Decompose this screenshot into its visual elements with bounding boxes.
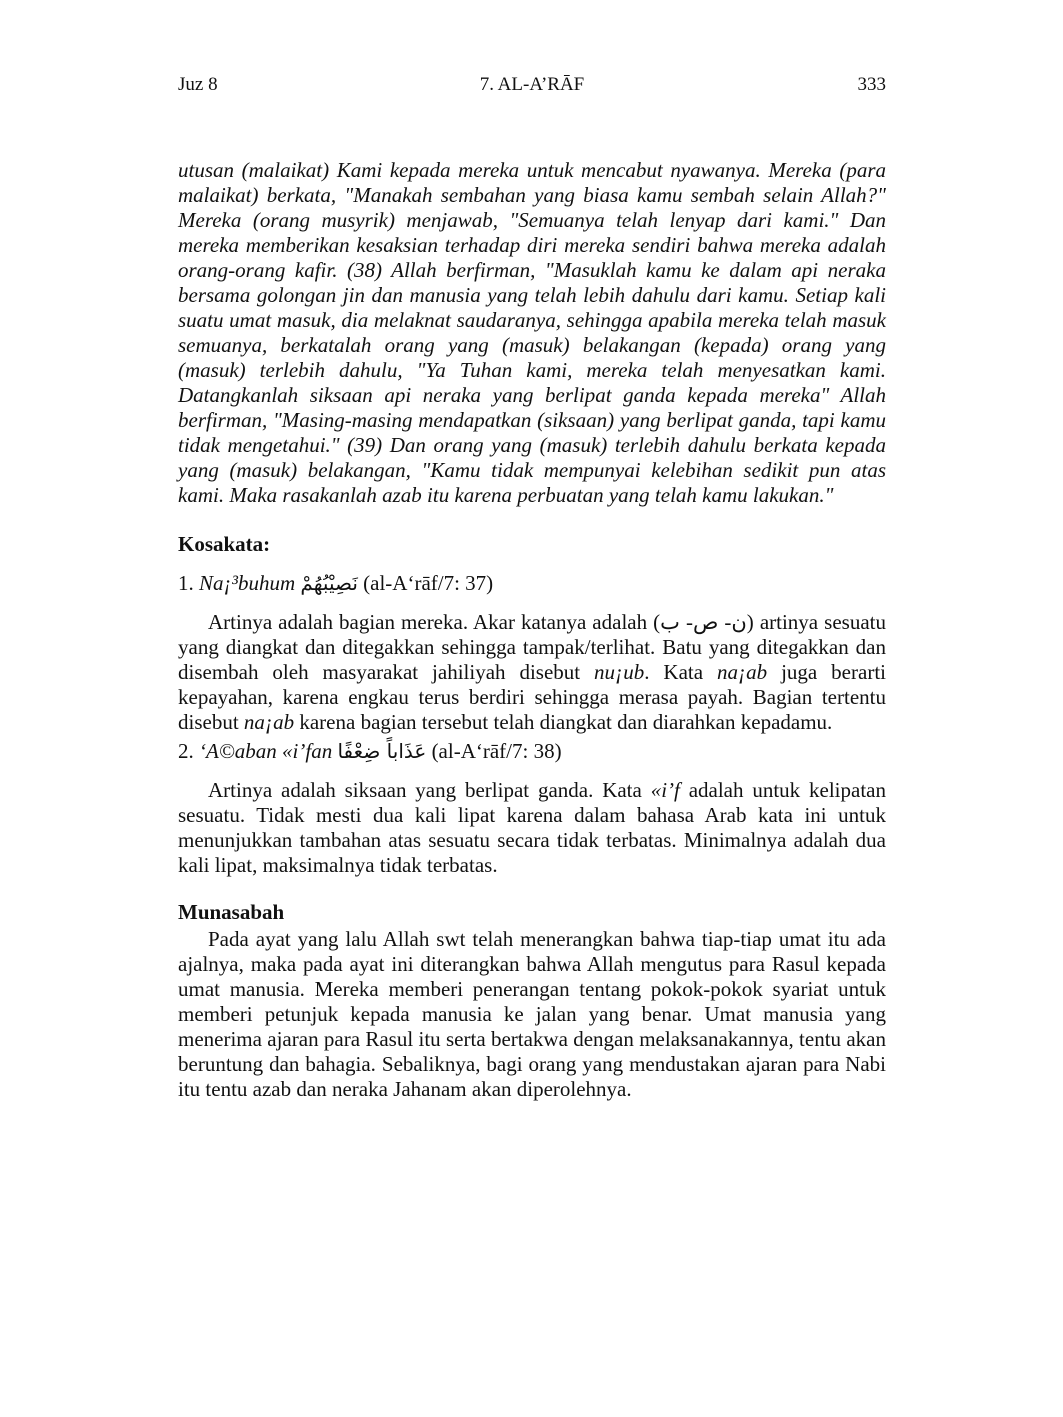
- definition-term: na¡ab: [243, 710, 295, 734]
- vocab-item-1-title: [178, 571, 886, 596]
- munasabah-heading: Munasabah: [178, 900, 285, 924]
- vocab-item-2-term: ‘A©aban «i’fan: [199, 739, 333, 763]
- surah-title: 7. AL-A’RĀF: [479, 74, 585, 95]
- definition-term: na¡ab: [716, 660, 768, 684]
- vocab-item-2-ref: (al-A‘rāf/7: 38): [431, 739, 562, 763]
- vocab-item-2-number: 2.: [178, 739, 194, 763]
- page-header: [178, 74, 886, 104]
- vocab-item-1-definition: [178, 610, 886, 735]
- juz-label: Juz 8: [178, 74, 218, 95]
- vocab-item-1-arabic: نَصِيْبُهُمْ: [300, 571, 358, 595]
- munasabah-paragraph: Pada ayat yang lalu Allah swt telah menerangkan bahwa tiap-tiap umat itu ada ajalnya, maka pada ayat ini diterangkan bahwa Allah mengutus para Rasul kepada umat manusia. Mereka memberi penerangan tentang pokok-pokok syariat untuk memberi petunjuk kepada manusia ke jalan yang benar. Umat manusia yang menerima ajaran para Rasul itu serta bertakwa dengan melaksanakannya, tentu akan beruntung dan bahagia. Sebaliknya, bagi orang yang mendustakan ajaran para Nabi itu tentu azab dan neraka Jahanam akan diperolehnya.: [178, 927, 886, 1101]
- page-number: 333: [857, 74, 886, 95]
- definition-text: . Kata: [644, 660, 717, 684]
- definition-text: adalah untuk kelipatan sesuatu. Tidak mesti dua kali lipat karena dalam bahasa Arab kata ini untuk menunjukkan tambahan atas sesuatu secara tidak terbatas. Minimalnya adalah dua kali lipat, maksimalnya tidak terbatas.: [178, 778, 886, 877]
- vocab-item-2-definition: [178, 778, 886, 878]
- page-content: [178, 158, 886, 1102]
- vocab-item-2-title: [178, 739, 886, 764]
- definition-text: juga berarti kepayahan, karena engkau terus berdiri sehingga merasa payah. Bagian tertentu disebut: [178, 660, 886, 734]
- definition-term: «i’f: [650, 778, 680, 802]
- vocab-item-2-arabic: عَذَاباً ضِعْفًا: [337, 739, 427, 763]
- definition-term: nu¡ub: [594, 660, 645, 684]
- definition-text: Artinya adalah siksaan yang berlipat ganda. Kata: [208, 778, 651, 802]
- kosakata-heading: Kosakata:: [178, 532, 271, 556]
- definition-text: Artinya adalah bagian mereka. Akar katanya adalah (ن- ص- ب) artinya sesuatu yang diangkat dan ditegakkan sehingga tampak/terlihat. Batu yang ditegakkan dan disembah oleh masyarakat jahiliyah disebut: [178, 610, 886, 684]
- translation-paragraph: utusan (malaikat) Kami kepada mereka untuk mencabut nyawanya. Mereka (para malaikat) berkata, "Manakah sembahan yang biasa kamu sembah selain Allah?" Mereka (orang musyrik) menjawab, "Semuanya telah lenyap dari kami." Dan mereka memberikan kesaksian terhadap diri mereka sendiri bahwa mereka adalah orang-orang kafir. (38) Allah berfirman, "Masuklah kamu ke dalam api neraka bersama golongan jin dan manusia yang telah lebih dahulu dari kamu. Setiap kali suatu umat masuk, dia melaknat saudaranya, sehingga apabila mereka telah masuk semuanya, berkatalah orang yang (masuk) belakangan (kepada) orang yang (masuk) terlebih dahulu, "Ya Tuhan kami, mereka telah menyesatkan kami. Datangkanlah siksaan api neraka yang berlipat ganda kepada mereka" Allah berfirman, "Masing-masing mendapatkan (siksaan) yang berlipat ganda, tapi kamu tidak mengetahui." (39) Dan orang yang (masuk) terlebih dahulu berkata kepada yang (masuk) belakangan, "Kamu tidak mempunyai kelebihan sedikit pun atas kami. Maka rasakanlah azab itu karena perbuatan yang telah kamu lakukan.": [178, 158, 886, 507]
- vocab-item-1-ref: (al-A‘rāf/7: 37): [363, 571, 494, 595]
- definition-text: karena bagian tersebut telah diangkat dan diarahkan kepadamu.: [294, 710, 833, 734]
- vocab-item-1-term: Na¡³buhum: [199, 571, 296, 595]
- vocab-item-1-number: 1.: [178, 571, 194, 595]
